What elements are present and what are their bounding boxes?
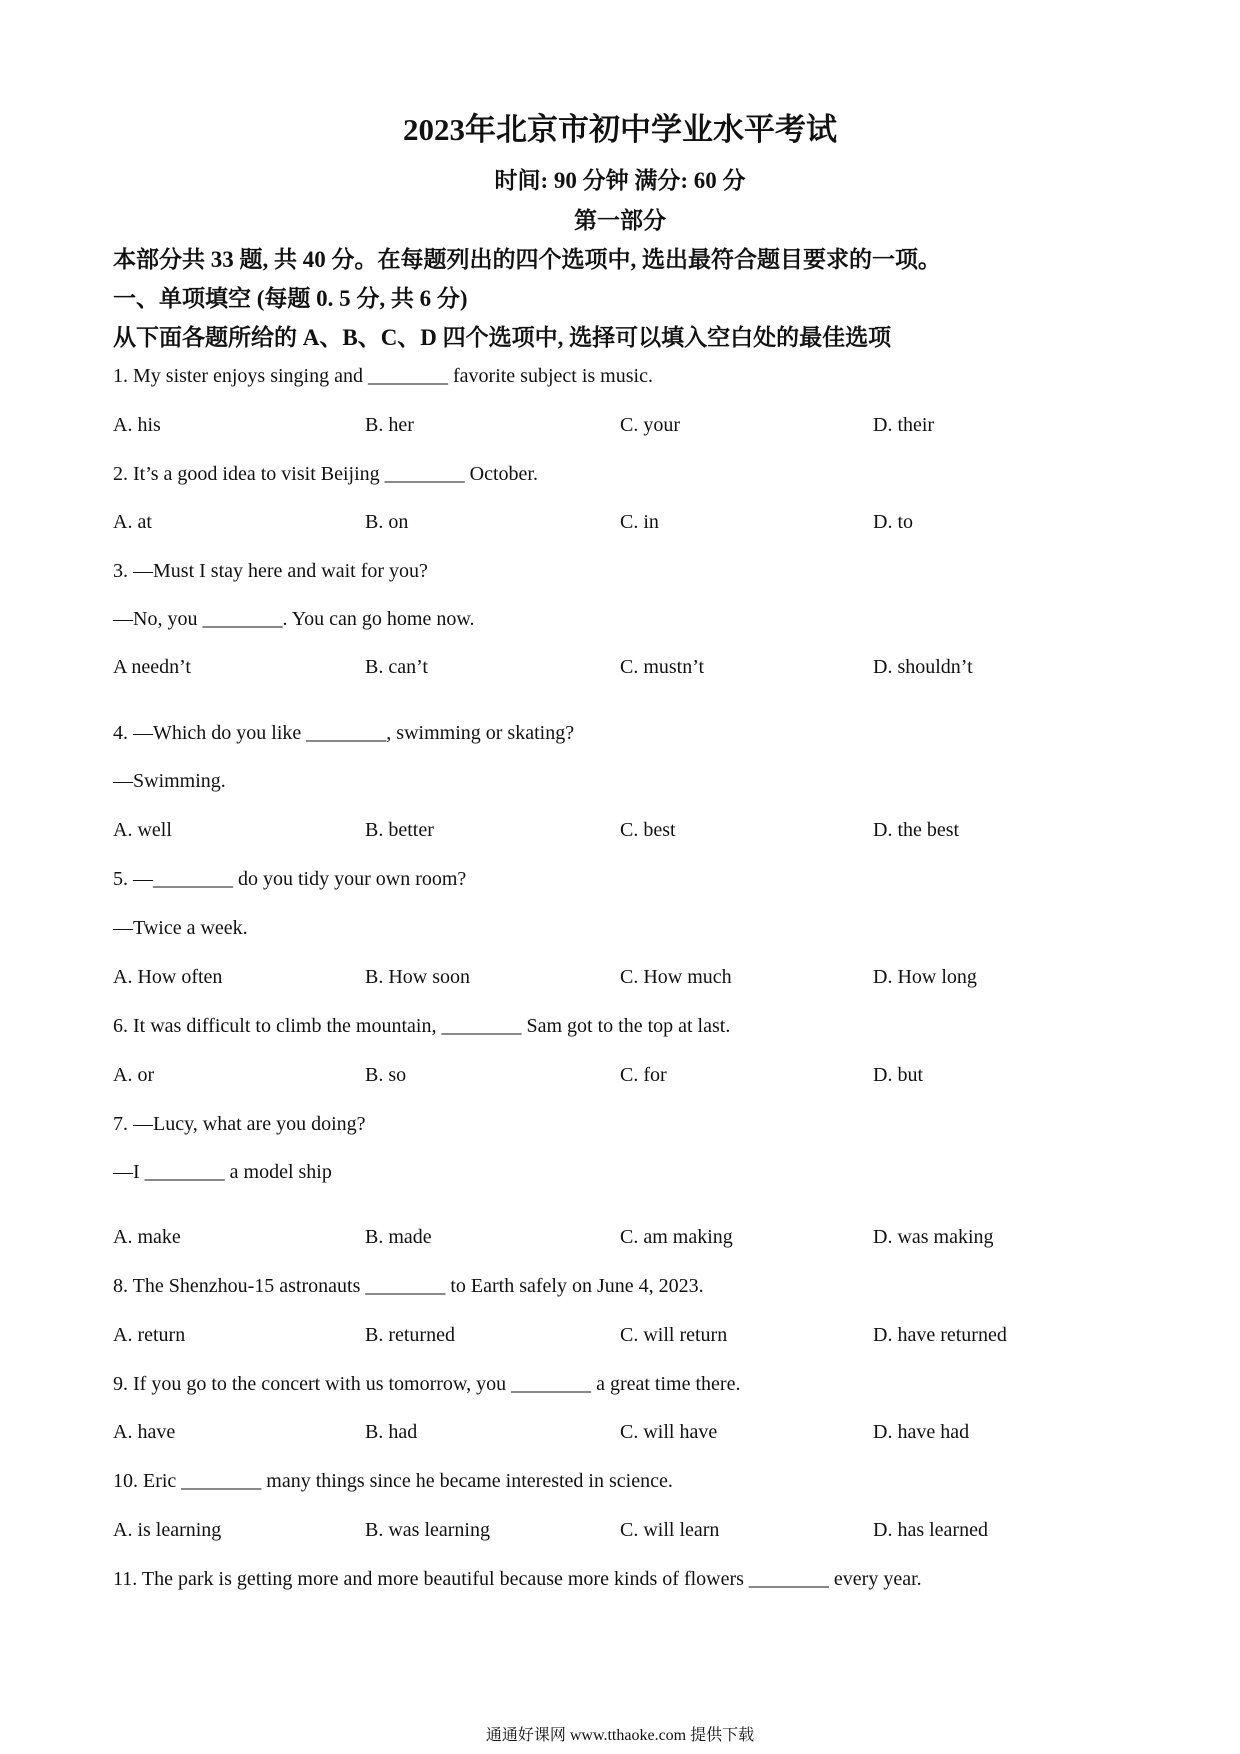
page-title: 2023年北京市初中学业水平考试 — [403, 112, 837, 147]
option-b: B. How soon — [365, 966, 471, 988]
option-c: C. mustn’t — [620, 656, 705, 678]
option-b: B. so — [365, 1064, 407, 1086]
option-a: A. at — [113, 511, 152, 533]
option-b: B. on — [365, 511, 409, 533]
option-c: C. best — [620, 819, 676, 841]
option-b: B. had — [365, 1421, 418, 1443]
question-response: —I ________ a model ship — [113, 1161, 332, 1183]
option-c: C. will learn — [620, 1519, 720, 1541]
question-stem: 3. —Must I stay here and wait for you? — [113, 560, 428, 582]
question-response: —Swimming. — [113, 770, 226, 792]
part-instructions: 本部分共 33 题, 共 40 分。在每题列出的四个选项中, 选出最符合题目要求的一项。 — [113, 247, 941, 272]
question-stem: 8. The Shenzhou-15 astronauts ________ to Earth safely on June 4, 2023. — [113, 1275, 704, 1297]
option-d: D. have had — [873, 1421, 970, 1443]
option-c: C. How much — [620, 966, 732, 988]
option-a: A. How often — [113, 966, 223, 988]
part-heading: 第一部分 — [574, 208, 666, 233]
option-c: C. your — [620, 414, 680, 436]
question-stem: 11. The park is getting more and more beautiful because more kinds of flowers ________ every year. — [113, 1568, 922, 1590]
option-d: D. their — [873, 414, 935, 436]
section-instructions: 从下面各题所给的 A、B、C、D 四个选项中, 选择可以填入空白处的最佳选项 — [113, 325, 892, 350]
option-d: D. the best — [873, 819, 960, 841]
option-a: A. make — [113, 1226, 181, 1248]
option-c: C. will have — [620, 1421, 718, 1443]
question-stem: 2. It’s a good idea to visit Beijing ________ October. — [113, 463, 538, 485]
option-d: D. to — [873, 511, 913, 533]
option-c: C. in — [620, 511, 659, 533]
question-stem: 6. It was difficult to climb the mountain, ________ Sam got to the top at last. — [113, 1015, 731, 1037]
option-c: C. for — [620, 1064, 667, 1086]
option-d: D. has learned — [873, 1519, 988, 1541]
question-response: —Twice a week. — [113, 917, 248, 939]
option-b: B. was learning — [365, 1519, 490, 1541]
section-title: 一、单项填空 (每题 0. 5 分, 共 6 分) — [113, 286, 468, 311]
option-b: B. can’t — [365, 656, 428, 678]
exam-time-score: 时间: 90 分钟 满分: 60 分 — [494, 168, 746, 193]
option-a: A. or — [113, 1064, 155, 1086]
question-stem: 5. —________ do you tidy your own room? — [113, 868, 467, 890]
option-d: D. have returned — [873, 1324, 1007, 1346]
page-footer: 通通好课网 www.tthaoke.com 提供下载 — [485, 1727, 755, 1744]
option-b: B. better — [365, 819, 434, 841]
option-c: C. will return — [620, 1324, 728, 1346]
option-a: A. have — [113, 1421, 176, 1443]
option-a: A needn’t — [113, 656, 191, 678]
option-a: A. well — [113, 819, 172, 841]
question-response: —No, you ________. You can go home now. — [113, 608, 475, 630]
question-stem: 1. My sister enjoys singing and ________ favorite subject is music. — [113, 365, 653, 387]
option-d: D. shouldn’t — [873, 656, 973, 678]
option-b: B. her — [365, 414, 414, 436]
question-stem: 7. —Lucy, what are you doing? — [113, 1113, 366, 1135]
question-stem: 10. Eric ________ many things since he became interested in science. — [113, 1470, 673, 1492]
option-c: C. am making — [620, 1226, 733, 1248]
option-a: A. return — [113, 1324, 186, 1346]
option-d: D. but — [873, 1064, 923, 1086]
option-d: D. was making — [873, 1226, 994, 1248]
option-a: A. his — [113, 414, 161, 436]
option-d: D. How long — [873, 966, 977, 988]
option-b: B. made — [365, 1226, 432, 1248]
question-stem: 4. —Which do you like ________, swimming or skating? — [113, 722, 575, 744]
option-a: A. is learning — [113, 1519, 222, 1541]
option-b: B. returned — [365, 1324, 455, 1346]
question-stem: 9. If you go to the concert with us tomorrow, you ________ a great time there. — [113, 1373, 741, 1395]
